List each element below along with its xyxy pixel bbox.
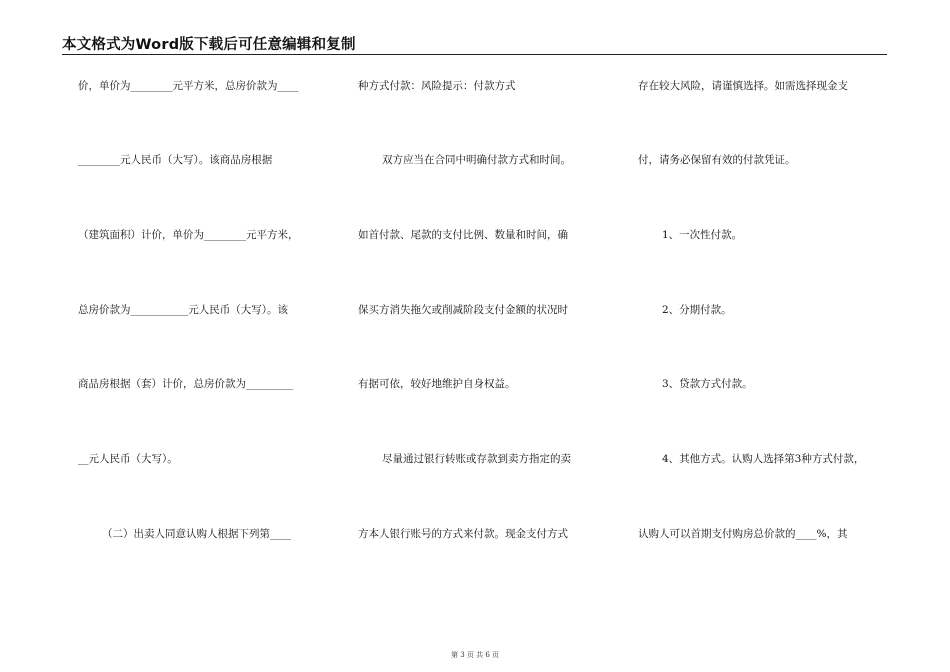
header-title: 本文格式为Word版下载后可任意编辑和复制	[62, 37, 356, 53]
column-line: 3、贷款方式付款。	[662, 378, 753, 390]
column-line: 有据可依，较好地维护自身权益。	[358, 378, 516, 390]
column-line: 如首付款、尾款的支付比例、数量和时间，确	[358, 229, 568, 241]
column-line: 2、分期付款。	[662, 304, 732, 316]
column-line: 尽量通过银行转账或存款到卖方指定的卖	[382, 453, 571, 465]
header-divider	[62, 54, 887, 55]
column-line: 存在较大风险，请谨慎选择。如需选择现金支	[638, 80, 848, 92]
column-line: （建筑面积）计价，单价为________元平方米，	[78, 229, 299, 241]
column-line: 1、一次性付款。	[662, 229, 743, 241]
column-line: （二）出卖人同意认购人根据下列第____	[102, 528, 291, 540]
column-line: 认购人可以首期支付购房总价款的____%，其	[638, 528, 848, 540]
column-line: 4、其他方式。认购人选择第3种方式付款，	[662, 453, 865, 465]
column-line: 双方应当在合同中明确付款方式和时间。	[382, 154, 571, 166]
column-line: 方本人银行账号的方式来付款。现金支付方式	[358, 528, 568, 540]
column-line: 价，单价为________元平方米，总房价款为____	[78, 80, 299, 92]
column-line: 种方式付款：风险提示：付款方式	[358, 80, 516, 92]
column-line: 商品房根据（套）计价，总房价款为_________	[78, 378, 294, 390]
column-line: ________元人民币（大写）。该商品房根据	[78, 154, 273, 166]
page-number: 第 3 页 共 6 页	[450, 651, 500, 659]
column-line: 付，请务必保留有效的付款凭证。	[638, 154, 796, 166]
column-line: __元人民币（大写）。	[78, 453, 178, 465]
column-line: 保买方消失拖欠或削减阶段支付金额的状况时	[358, 304, 568, 316]
column-line: 总房价款为___________元人民币（大写）。该	[78, 304, 288, 316]
